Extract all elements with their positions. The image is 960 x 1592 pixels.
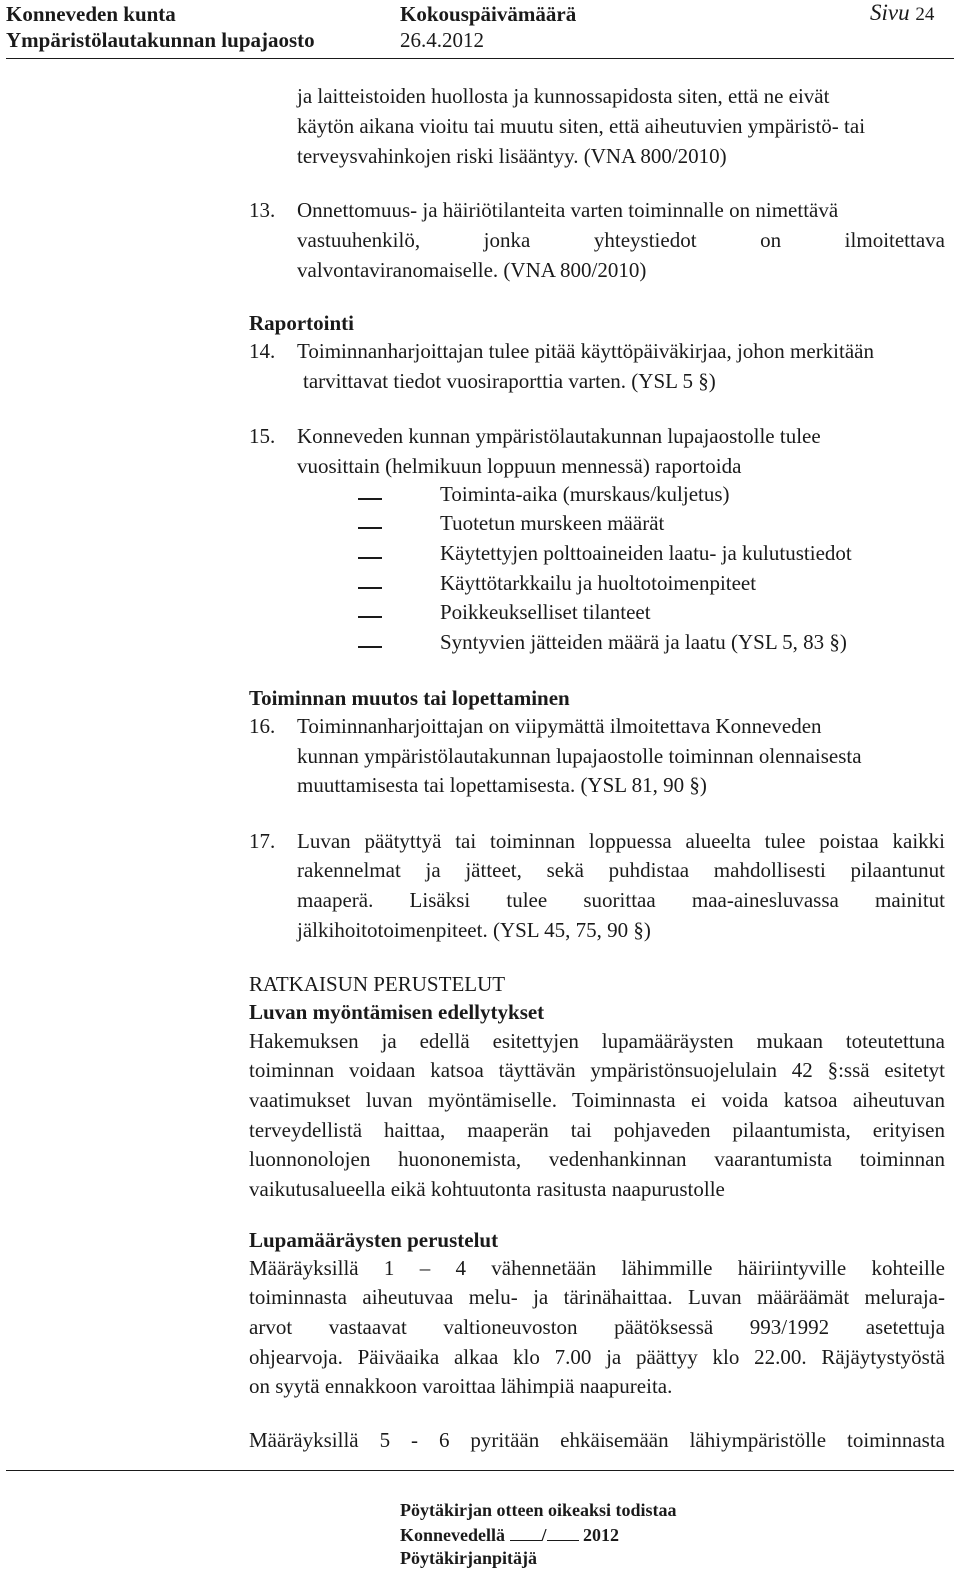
item16-line-1: Toiminnanharjoittajan on viipymättä ilmoitettava Konneveden — [297, 714, 822, 738]
lupamaar-line-1: Määräyksillä 1 – 4 vähennetään lähimmille häiriintyville kohteille — [249, 1256, 945, 1280]
item17-line-4: jälkihoitotoimenpiteet. (YSL 45, 75, 90 §) — [297, 918, 651, 942]
heading-ratkaisun-perustelut: RATKAISUN PERUSTELUT — [249, 972, 506, 996]
heading-muutos: Toiminnan muutos tai lopettaminen — [249, 686, 570, 710]
header-rule — [6, 58, 954, 59]
lupamaar-line-3: arvot vastaavat valtioneuvoston päätöksessä 993/1992 asetettuja — [249, 1315, 945, 1339]
item17-line-1: Luvan päätyttyä tai toiminnan loppuessa alueelta tulee poistaa kaikki — [297, 829, 945, 853]
footer-slash: / — [541, 1525, 547, 1545]
footer-certification: Pöytäkirjan otteen oikeaksi todistaa — [400, 1500, 677, 1520]
item14-number: 14. — [249, 339, 276, 363]
item16-number: 16. — [249, 714, 276, 738]
intro-line-2: käytön aikana vioitu tai muutu siten, että aiheutuvien ympäristö- tai — [297, 114, 866, 138]
luvan-line-2: toiminnan voidaan katsoa täyttävän ympäristönsuojelulain 42 §:ssä esitetyt — [249, 1058, 945, 1082]
header-page-label: Sivu — [870, 0, 910, 25]
heading-lupamaaraysten-perustelut: Lupamääräysten perustelut — [249, 1228, 499, 1252]
footer-day-blank — [510, 1524, 542, 1541]
bullet-item: Toiminta-aika (murskaus/kuljetus) — [440, 482, 730, 506]
bullet-dash — [358, 557, 382, 559]
item15-line-1: Konneveden kunnan ympäristölautakunnan lupajaostolle tulee — [297, 424, 821, 448]
item13-line-2: vastuuhenkilö, jonka yhteystiedot on ilmoitettava — [297, 228, 945, 252]
header-page-num: 24 — [915, 4, 935, 25]
item15-number: 15. — [249, 424, 276, 448]
lupamaar-line-4: ohjearvoja. Päiväaika alkaa klo 7.00 ja päättyy klo 22.00. Räjäytystyöstä — [249, 1345, 945, 1369]
lupamaar-line-5: on syytä ennakkoon varoittaa lähimpiä naapureita. — [249, 1374, 673, 1398]
heading-luvan-edellytykset: Luvan myöntämisen edellytykset — [249, 1000, 545, 1024]
bullet-item: Syntyvien jätteiden määrä ja laatu (YSL 5, 83 §) — [440, 630, 847, 654]
item13-line-1: Onnettomuus- ja häiriötilanteita varten toiminnalle on nimettävä — [297, 198, 839, 222]
header-page — [870, 0, 934, 26]
last-paragraph-line: Määräyksillä 5 - 6 pyritään ehkäisemään lähiympäristölle toiminnasta — [249, 1428, 945, 1452]
luvan-line-1: Hakemuksen ja edellä esitettyjen lupamääräysten mukaan toteutettuna — [249, 1029, 945, 1053]
luvan-line-5: luonnonolojen huononemista, vedenhankinnan vaarantumista toiminnan — [249, 1147, 945, 1171]
item17-number: 17. — [249, 829, 276, 853]
footer-month-blank — [547, 1524, 579, 1541]
item13-number: 13. — [249, 198, 276, 222]
bullet-item: Käyttötarkkailu ja huoltotoimenpiteet — [440, 571, 757, 595]
bullet-dash — [358, 646, 382, 648]
header-committee: Ympäristölautakunnan lupajaosto — [6, 28, 315, 52]
intro-line-3: terveysvahinkojen riski lisääntyy. (VNA 800/2010) — [297, 144, 727, 168]
item17-line-2: rakennelmat ja jätteet, sekä puhdistaa mahdollisesti pilaantunut — [297, 858, 945, 882]
bullet-dash — [358, 587, 382, 589]
item16-line-3: muuttamisesta tai lopettamisesta. (YSL 81, 90 §) — [297, 773, 707, 797]
bullet-dash — [358, 616, 382, 618]
item13-line-3: valvontaviranomaiselle. (VNA 800/2010) — [297, 258, 647, 282]
item15-line-2: vuosittain (helmikuun loppuun mennessä) raportoida — [297, 454, 742, 478]
header-org: Konneveden kunta — [6, 2, 176, 26]
bullet-item: Tuotetun murskeen määrät — [440, 511, 665, 535]
heading-raportointi: Raportointi — [249, 311, 354, 335]
luvan-line-6: vaikutusalueella eikä kohtuutonta rasitusta naapurustolle — [249, 1177, 725, 1201]
bullet-item: Poikkeukselliset tilanteet — [440, 600, 651, 624]
bullet-dash — [358, 527, 382, 529]
footer-year: 2012 — [583, 1525, 620, 1545]
header-date-label: Kokouspäivämäärä — [400, 2, 577, 26]
footer-place: Konnevedellä — [400, 1525, 506, 1545]
lupamaar-line-2: toiminnasta aiheutuvaa melu- ja tärinähaittaa. Luvan määräämät meluraja- — [249, 1285, 945, 1309]
item16-line-2: kunnan ympäristölautakunnan lupajaostolle toiminnan olennaisesta — [297, 744, 862, 768]
footer-rule — [6, 1470, 954, 1471]
luvan-line-4: terveydellistä haittaa, maaperän tai pohjaveden pilaantumista, erityisen — [249, 1118, 945, 1142]
header-date: 26.4.2012 — [400, 28, 484, 52]
bullet-item: Käytettyjen polttoaineiden laatu- ja kulutustiedot — [440, 541, 852, 565]
bullet-dash — [358, 498, 382, 500]
intro-line-1: ja laitteistoiden huollosta ja kunnossapidosta siten, että ne eivät — [297, 84, 830, 108]
item14-line-1: Toiminnanharjoittajan tulee pitää käyttöpäiväkirjaa, johon merkitään — [297, 339, 874, 363]
luvan-line-3: vaatimukset luvan myöntämiselle. Toiminnasta ei voida katsoa aiheutuvan — [249, 1088, 945, 1112]
footer-signatory: Pöytäkirjanpitäjä — [400, 1548, 537, 1568]
item17-line-3: maaperä. Lisäksi tulee suorittaa maa-ainesluvassa mainitut — [297, 888, 945, 912]
item14-line-2: tarvittavat tiedot vuosiraporttia varten. (YSL 5 §) — [303, 369, 716, 393]
footer-place-date — [400, 1524, 619, 1546]
